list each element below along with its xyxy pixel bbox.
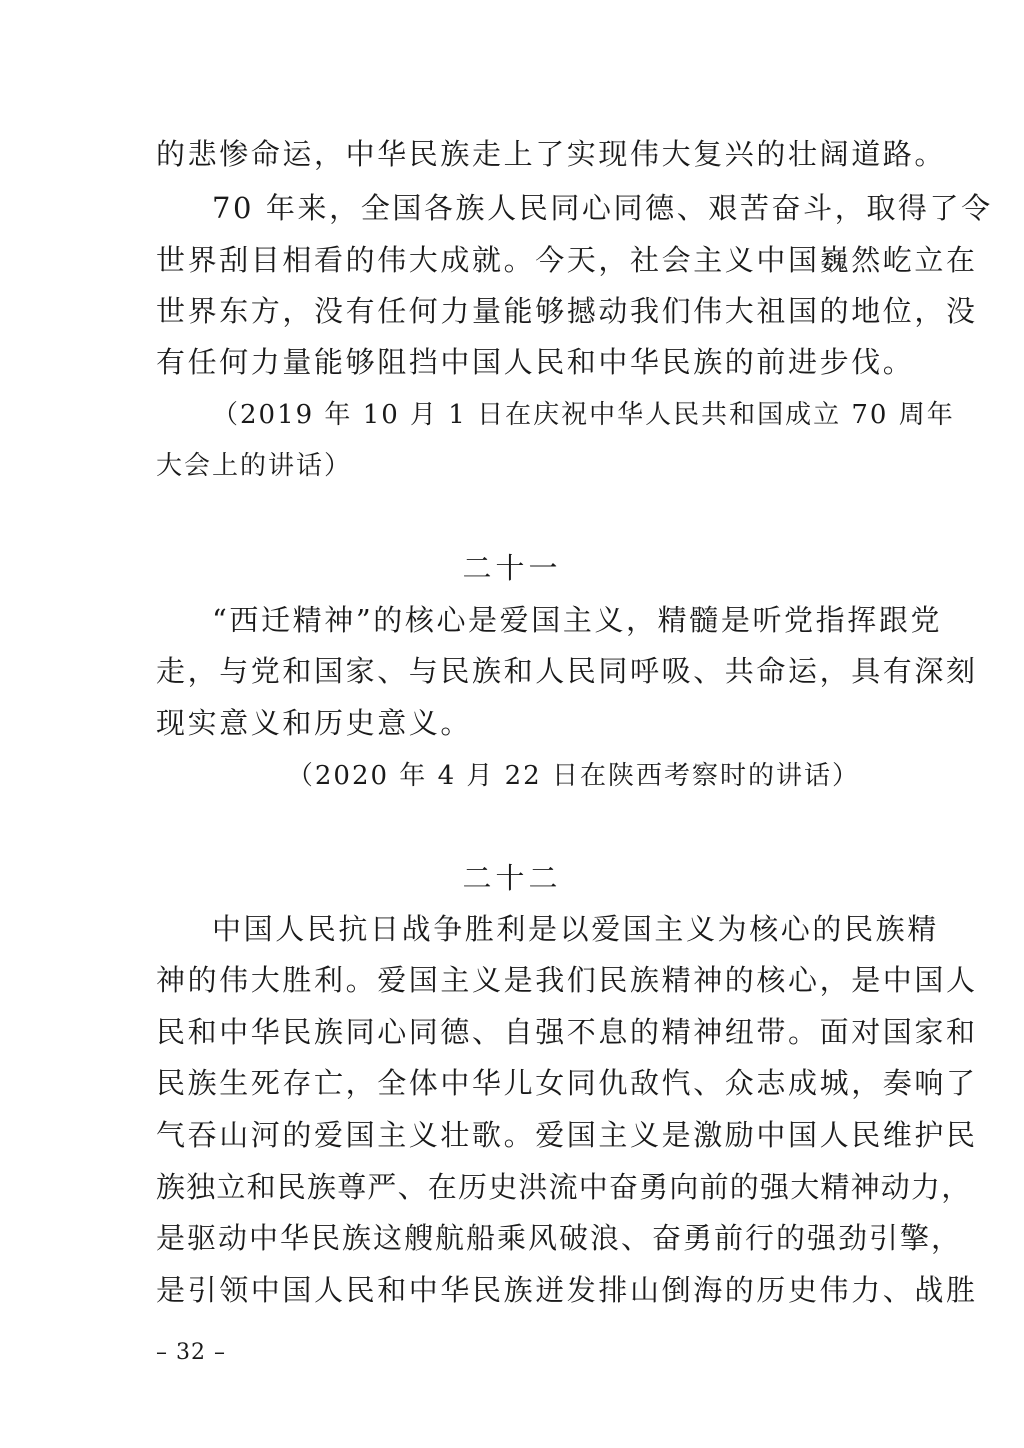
source-citation: 大会上的讲话） (156, 451, 353, 481)
paragraph-line: 有任何力量能够阻挡中国人民和中华民族的前进步伐。 (156, 345, 915, 379)
source-citation: （2020 年 4 月 22 日在陕西考察时的讲话） (286, 761, 860, 791)
page-number: – 32 – (156, 1340, 226, 1365)
paragraph-line: 现实意义和历史意义。 (156, 706, 473, 740)
paragraph-line: 气吞山河的爱国主义壮歌。爱国主义是激励中国人民维护民 (156, 1118, 978, 1152)
section-heading: 二十二 (462, 861, 562, 895)
paragraph-line: 是引领中国人民和中华民族迸发排山倒海的历史伟力、战胜 (156, 1273, 978, 1307)
paragraph-line: 是驱动中华民族这艘航船乘风破浪、奋勇前行的强劲引擎， (156, 1221, 963, 1255)
paragraph-line: 70 年来，全国各族人民同心同德、艰苦奋斗，取得了令 (212, 191, 993, 225)
paragraph-line: 神的伟大胜利。爱国主义是我们民族精神的核心，是中国人 (156, 963, 978, 997)
paragraph-line: 的悲惨命运，中华民族走上了实现伟大复兴的壮阔道路。 (156, 137, 947, 171)
paragraph-line: 族独立和民族尊严、在历史洪流中奋勇向前的强大精神动力， (156, 1170, 972, 1204)
section-heading: 二十一 (462, 551, 562, 585)
paragraph-line: 世界东方，没有任何力量能够撼动我们伟大祖国的地位，没 (156, 294, 978, 328)
paragraph-line: 民族生死存亡，全体中华儿女同仇敌忾、众志成城，奏响了 (156, 1066, 978, 1100)
paragraph-line: 世界刮目相看的伟大成就。今天，社会主义中国巍然屹立在 (156, 243, 978, 277)
paragraph-line: 中国人民抗日战争胜利是以爱国主义为核心的民族精 (212, 912, 939, 946)
source-citation: （2019 年 10 月 1 日在庆祝中华人民共和国成立 70 周年 (212, 400, 955, 430)
paragraph-line: 民和中华民族同心同德、自强不息的精神纽带。面对国家和 (156, 1015, 978, 1049)
paragraph-line: “西迁精神”的核心是爱国主义，精髓是听党指挥跟党 (212, 603, 943, 637)
paragraph-line: 走，与党和国家、与民族和人民同呼吸、共命运，具有深刻 (156, 654, 978, 688)
